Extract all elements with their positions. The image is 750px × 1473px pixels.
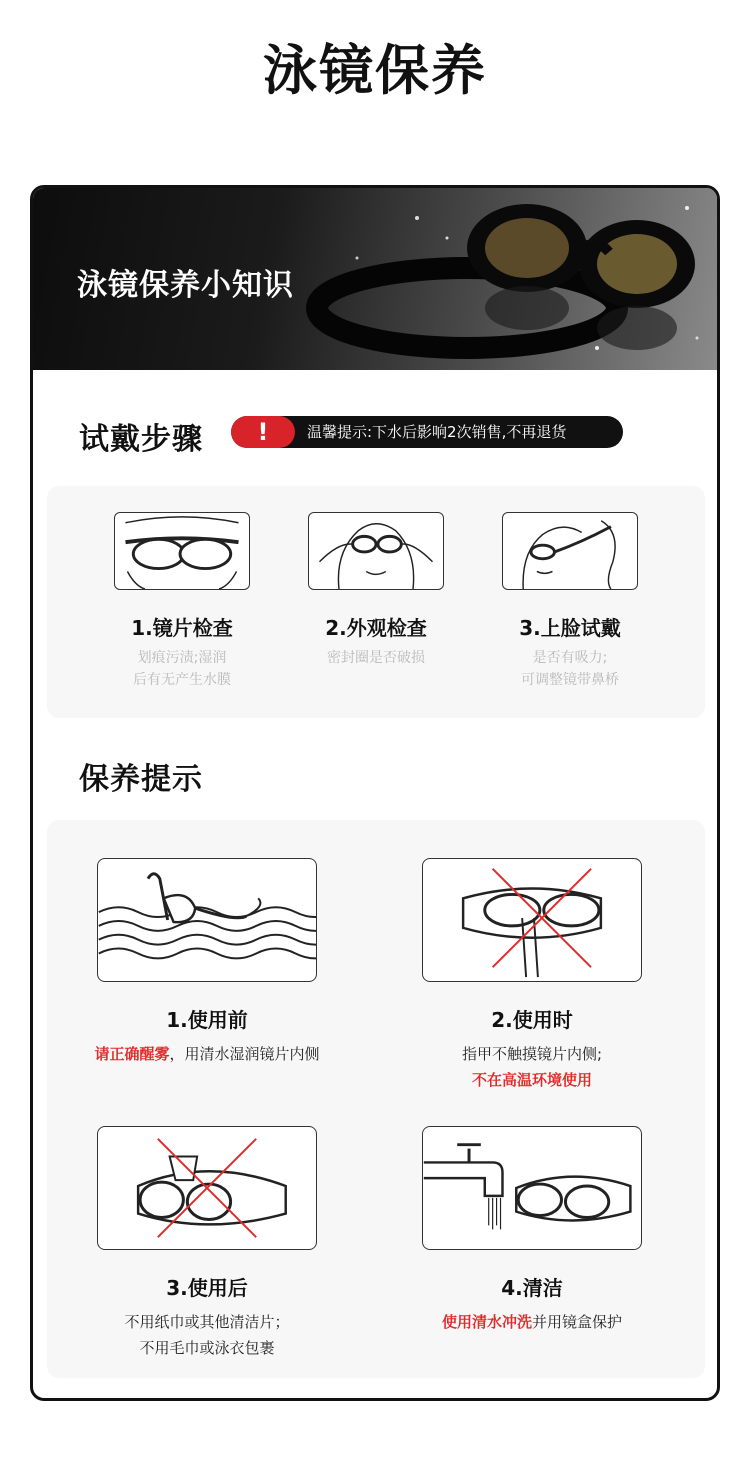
- step-title: 1.镜片检查: [131, 616, 233, 640]
- water-rinse-icon: [97, 858, 317, 982]
- step-desc: 后有无产生水膜: [133, 672, 231, 688]
- tip-item: [57, 858, 357, 1067]
- tip-desc: 不用毛巾或泳衣包裹: [139, 1339, 275, 1357]
- tip-desc: 指甲不触摸镜片内侧;: [461, 1045, 603, 1063]
- banner: [33, 188, 717, 370]
- step-desc: 是否有吸力;: [532, 650, 608, 666]
- step-title: 3.上脸试戴: [519, 616, 621, 640]
- goggles-icon: [114, 512, 250, 590]
- tip-highlight: 使用清水冲洗: [441, 1313, 532, 1331]
- tip-item: [382, 858, 682, 1093]
- tip-desc: [57, 1041, 357, 1067]
- step-title: 2.外观检查: [325, 616, 427, 640]
- tip-title: 4.清洁: [501, 1276, 563, 1300]
- page-title: 泳镜保养: [263, 39, 487, 102]
- face-check-icon: [308, 512, 444, 590]
- tip-desc: 不用纸巾或其他清洁片；: [124, 1313, 290, 1331]
- tip-item: [57, 1126, 357, 1361]
- step-item: [470, 512, 670, 691]
- step-desc: 可调整镜带鼻桥: [521, 672, 619, 688]
- warning-pill: [231, 416, 623, 448]
- care-panel: [47, 820, 705, 1378]
- no-touch-icon: [422, 858, 642, 982]
- care-card: [30, 185, 720, 1401]
- step-desc: 密封圈是否破损: [327, 650, 425, 666]
- care-title: 保养提示: [79, 762, 203, 797]
- tip-highlight: 请正确醒雾: [94, 1045, 170, 1063]
- tip-title: 1.使用前: [166, 1008, 248, 1032]
- tip-title: 3.使用后: [166, 1276, 248, 1300]
- try-on-title: 试戴步骤: [79, 422, 203, 457]
- try-on-panel: [47, 486, 705, 718]
- faucet-rinse-icon: [422, 1126, 642, 1250]
- tip-text: 并用镜盒保护: [532, 1313, 623, 1331]
- banner-title: 泳镜保养小知识: [77, 268, 294, 303]
- warning-icon: !: [231, 416, 295, 448]
- goggles-photo-icon: [297, 188, 717, 370]
- tip-desc: [382, 1309, 682, 1335]
- warning-text: 温馨提示:下水后影响2次销售,不再退货: [307, 423, 567, 441]
- tip-highlight: 不在高温环境使用: [471, 1071, 592, 1089]
- step-item: [276, 512, 476, 669]
- wear-goggles-icon: [502, 512, 638, 590]
- step-item: [82, 512, 282, 691]
- step-desc: 划痕污渍;湿润: [137, 650, 227, 666]
- no-wipe-icon: [97, 1126, 317, 1250]
- tip-item: [382, 1126, 682, 1335]
- tip-text: ，用清水湿润镜片内侧: [169, 1045, 320, 1063]
- tip-title: 2.使用时: [491, 1008, 573, 1032]
